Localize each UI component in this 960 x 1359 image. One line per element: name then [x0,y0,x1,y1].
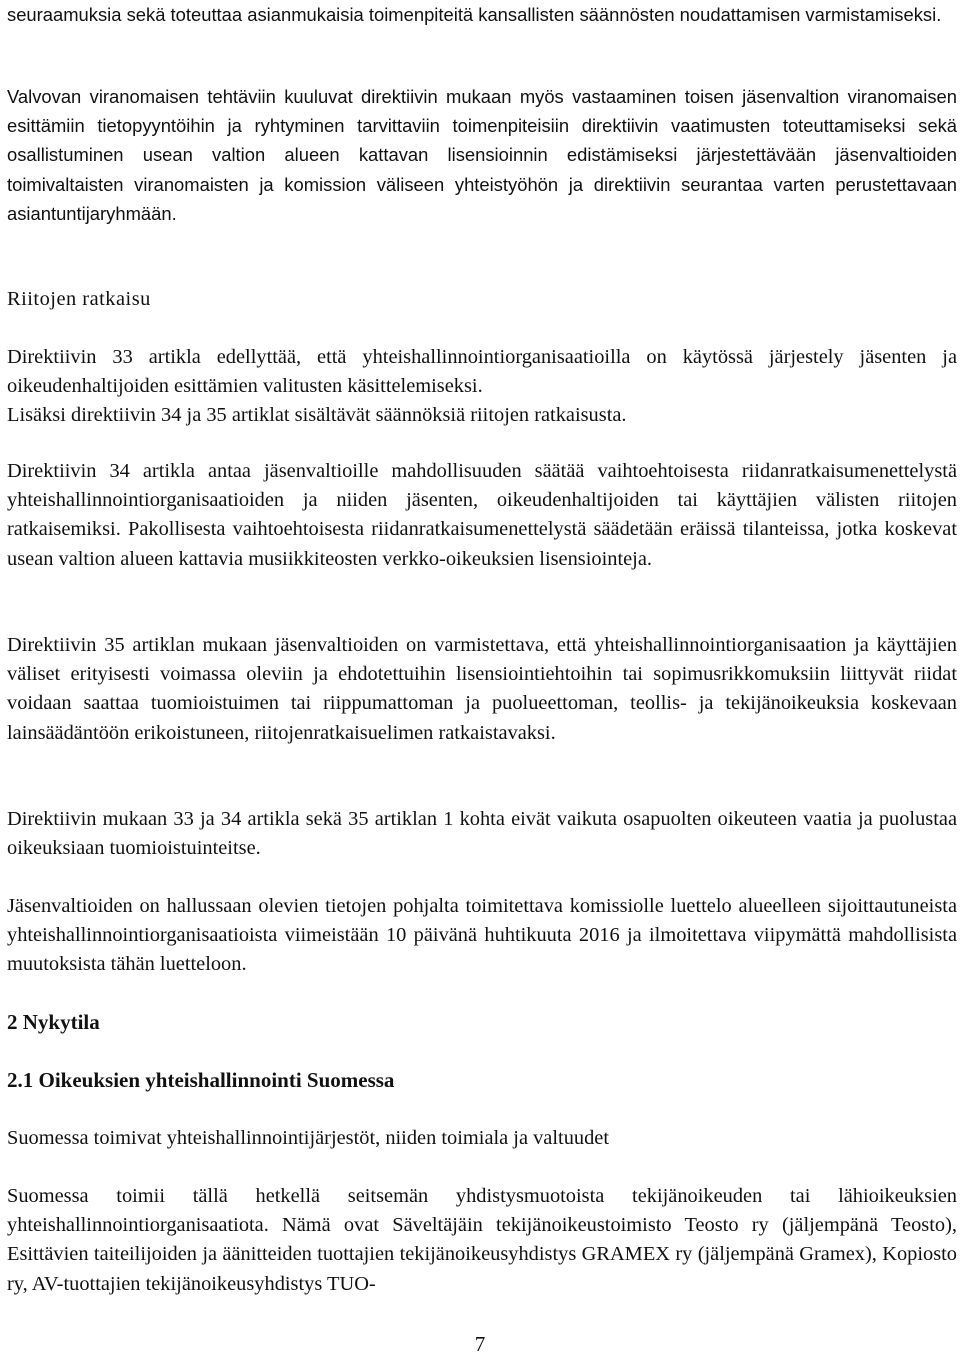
paragraph-valvova-viranomainen: Valvovan viranomaisen tehtäviin kuuluvat direktiivin mukaan myös vastaaminen toisen jäsenvaltion viranomaisen esittämiin tietopyyntöihin ja ryhtyminen tarvittaviin toimenpiteisiin direktiivin vaatimusten toteuttamiseksi sekä osallistuminen usean valtion alueen kattavan lisensioinnin edistämiseksi järjestettävään jäsenvaltioiden toimivaltaisten viranomaisten ja komission väliseen yhteistyöhön ja direktiivin seurantaa varten perustettavaan asiantuntijaryhmään. [7,86,957,224]
heading-oikeuksien-yhteishallinnointi: 2.1 Oikeuksien yhteishallinnointi Suomessa [7,1068,395,1092]
paragraph-artikla-33: Direktiivin 33 artikla edellyttää, että yhteishallinnointiorganisaatioilla on käytössä järjestely jäsenten ja oikeudenhaltijoiden esittämien valitusten käsittelemiseksi. [7,346,957,398]
subheading-jarjestot: Suomessa toimivat yhteishallinnointijärjestöt, niiden toimiala ja valtuudet [7,1127,609,1149]
heading-nykytila: 2 Nykytila [7,1010,100,1034]
paragraph-luettelo-komissiolle: Jäsenvaltioiden on hallussaan olevien tietojen pohjalta toimitettava komissiolle luettelo alueelleen sijoittautuneista yhteishallinnointiorganisaatioista viimeistään 10 päivänä huhtikuuta 2016 ja ilmoitettava viipymättä mahdollisista muutoksista tähän luetteloon. [7,895,957,976]
paragraph-artikla-34: Direktiivin 34 artikla antaa jäsenvaltioille mahdollisuuden säätää vaihtoehtoisesta riidanratkaisumenettelystä yhteishallinnointiorganisaatioiden ja niiden jäsenten, oikeudenhaltijoiden tai käyttäjien välisten riitojen ratkaisemiksi. Pakollisesta vaihtoehtoisesta riidanratkaisumenettelystä säädetään eräissä tilanteissa, jotka koskevat usean valtion alueen kattavia musiikkiteosten verkko-oikeuksien lisensiointeja. [7,460,957,570]
paragraph-artikla-35: Direktiivin 35 artiklan mukaan jäsenvaltioiden on varmistettava, että yhteishallinnointiorganisaation ja käyttäjien väliset erityisesti voimassa oleviin ja ehdotettuihin lisensiointiehtoihin tai sopimusrikkomuksiin liittyvät riidat voidaan saattaa tuomioistuimen tai riippumattoman ja puolueettoman, teollis- ja tekijänoikeuksia koskevaan lainsäädäntöön erikoistuneen, riitojenratkaisuelimen ratkaistavaksi. [7,634,957,744]
paragraph-oikeus-tuomioistuinteitse: Direktiivin mukaan 33 ja 34 artikla sekä 35 artiklan 1 kohta eivät vaikuta osapuolten oikeuteen vaatia ja puolustaa oikeuksiaan tuomioistuinteitse. [7,808,957,860]
paragraph-artiklat-34-35: Lisäksi direktiivin 34 ja 35 artiklat sisältävät säännöksiä riitojen ratkaisusta. [7,404,627,426]
page-number: 7 [474,1332,486,1356]
paragraph-seitseman-yhdistysta: Suomessa toimii tällä hetkellä seitsemän yhdistysmuotoista tekijänoikeuden tai lähioikeuksien yhteishallinnointiorganisaatiota. Nämä ovat Säveltäjäin tekijänoikeustoimisto Teosto ry (jäljempänä Teosto), Esittävien taiteilijoiden ja äänitteiden tuottajien tekijänoikeusyhdistys GRAMEX ry (jäljempänä Gramex), Kopiosto ry, AV-tuottajien tekijänoikeusyhdistys TUO- [7,1185,957,1295]
subheading-riitojen-ratkaisu: Riitojen ratkaisu [7,288,151,310]
paragraph-continuation: seuraamuksia sekä toteuttaa asianmukaisia toimenpiteitä kansallisten säännösten noudattamisen varmistamiseksi. [7,4,942,25]
